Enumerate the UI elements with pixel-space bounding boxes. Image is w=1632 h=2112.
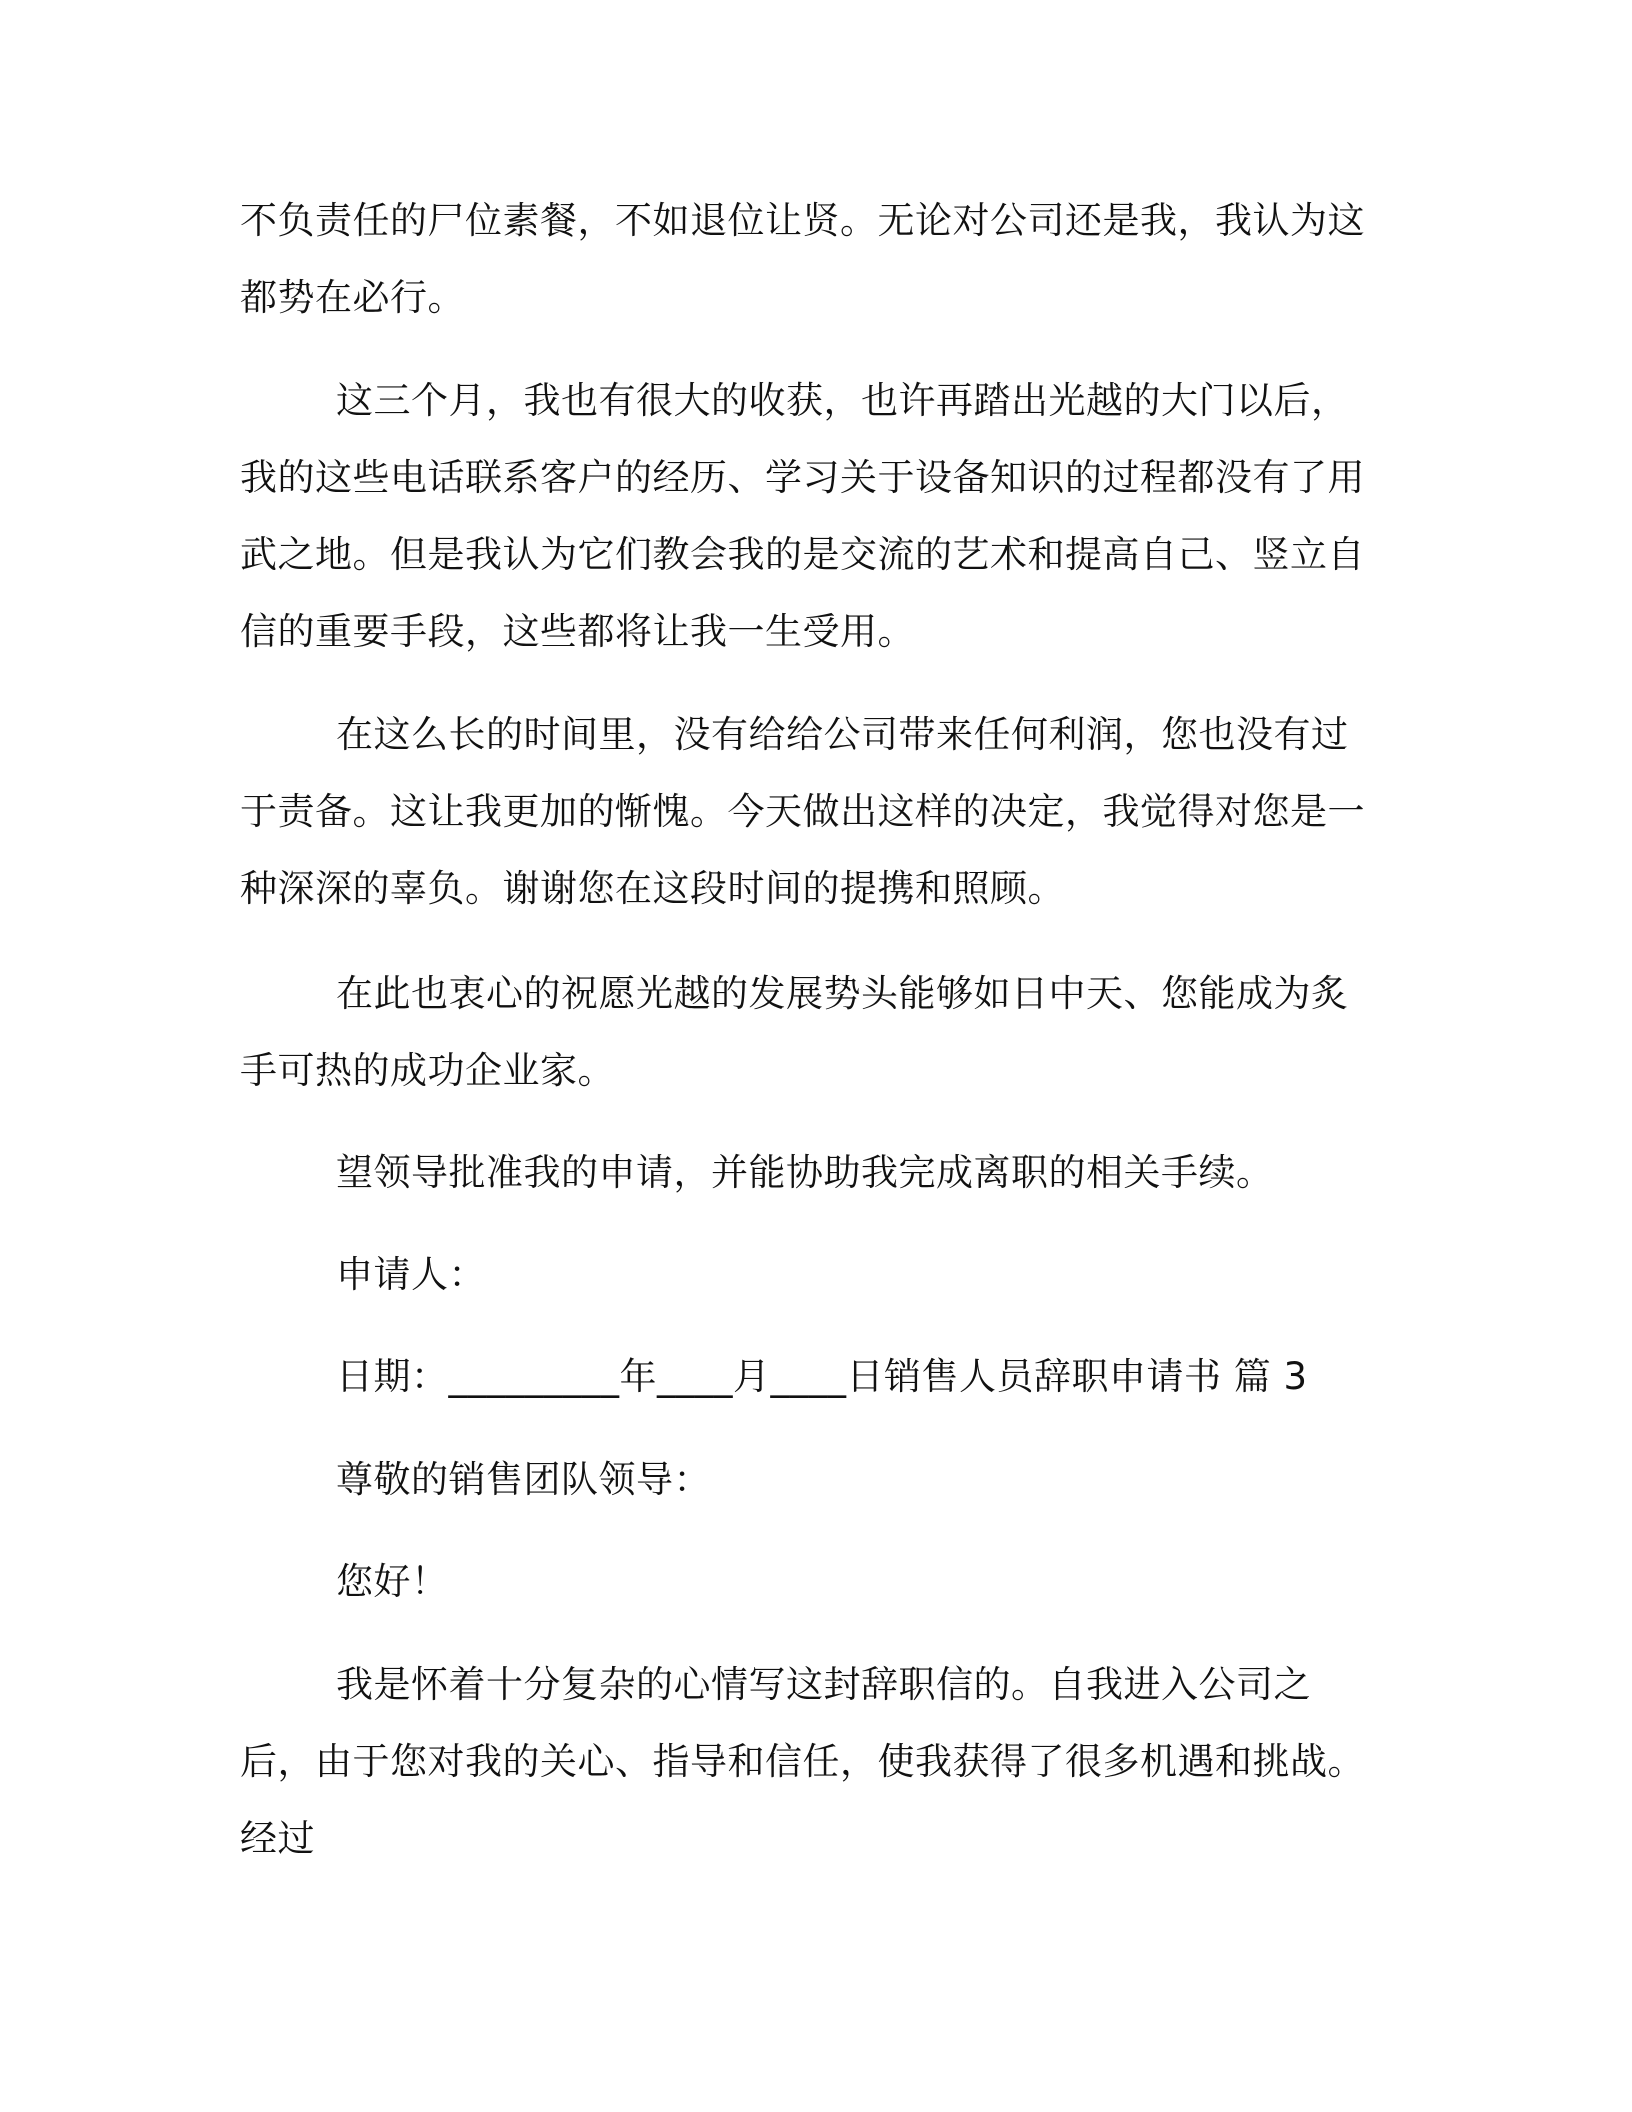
paragraph-harvest: 这三个月，我也有很大的收获，也许再踏出光越的大门以后，我的这些电话联系客户的经历、学习关于设备知识的过程都没有了用武之地。但是我认为它们教会我的是交流的艺术和提高自己、竖立自信的重要手段，这些都将让我一生受用。	[240, 379, 1365, 653]
salutation: 尊敬的销售团队领导：	[336, 1458, 711, 1501]
greeting: 您好！	[336, 1560, 449, 1603]
paragraph-continuation: 不负责任的尸位素餐，不如退位让贤。无论对公司还是我，我认为这都势在必行。	[240, 199, 1365, 319]
paragraph-letter-opening: 我是怀着十分复杂的心情写这封辞职信的。自我进入公司之后，由于您对我的关心、指导和信任，使我获得了很多机遇和挑战。经过	[240, 1663, 1365, 1860]
paragraph-apology: 在这么长的时间里，没有给给公司带来任何利润，您也没有过于责备。这让我更加的惭愧。今天做出这样的决定，我觉得对您是一种深深的辜负。谢谢您在这段时间的提携和照顾。	[240, 713, 1365, 910]
applicant-label: 申请人：	[336, 1253, 486, 1296]
paragraph-wishes: 在此也衷心的祝愿光越的发展势头能够如日中天、您能成为炙手可热的成功企业家。	[240, 972, 1349, 1092]
paragraph-request: 望领导批准我的申请，并能协助我完成离职的相关手续。	[336, 1151, 1274, 1194]
date-line: 日期：_________年____月____日销售人员辞职申请书 篇 3	[336, 1355, 1308, 1398]
